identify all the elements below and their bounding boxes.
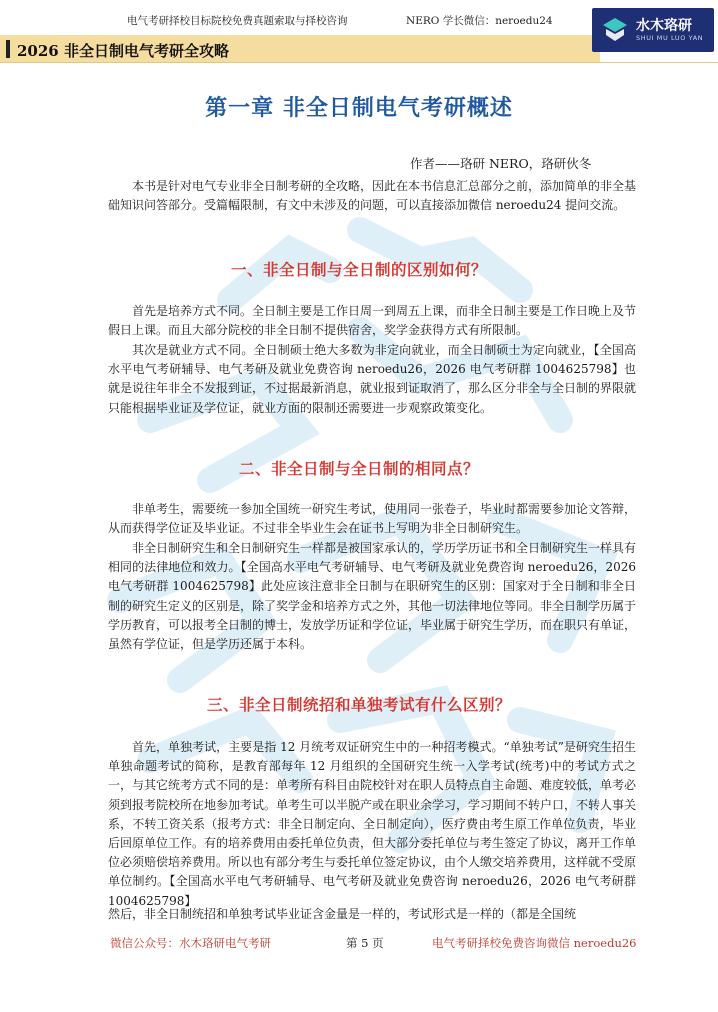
section-title-1: 一、非全日制与全日制的区别如何？ xyxy=(230,260,487,279)
section-title-2: 二、非全日制与全日制的相同点？ xyxy=(238,459,479,478)
footer-wechat-account: 微信公众号：水木珞研电气考研 xyxy=(110,936,271,950)
section-3-paragraph-1: 首先，单独考试，主要是指 12 月统考双证研究生中的一种招考模式。“单独考试”是研究生招生单独命题考试的简称，是教育部每年 12 月组织的全国研究生统一入学考试(统考)中的考试方式之一，与其它统考方式不同的是：单考所有科目由院校针对在职人员特点自主命题、难度较低，单考必须到报考院校所在地参加考试。单考生可以半脱产或在职业余学习，学习期间不转户口，不转人事关系，不转工资关系（报考方式：非全日制定向、全日制定向），医疗费由考生原工作单位负责，毕业后回原单位工作。有的培养费用由委托单位负责，但大部分委托单位与考生签定了协议，离开工作单位必须赔偿培养费用。所以也有部分考生与委托单位签定协议，由个人缴交培养费用，这样就不受原单位制约。【全国高水平电气考研辅导、电气考研及就业免费咨询 neroedu26，2026 电气考研群 1004625798】 xyxy=(108,740,637,908)
chapter-title: 第一章 非全日制电气考研概述 xyxy=(205,95,513,121)
header-line-1: 电气考研择校目标院校免费真题索取与择校咨询 xyxy=(127,15,348,27)
header-band-title: 2026 非全日制电气考研全攻略 xyxy=(17,42,229,60)
header-band-marker xyxy=(6,40,10,58)
section-1-paragraph-1: 首先是培养方式不同。全日制主要是工作日周一到周五上课，而非全日制主要是工作日晚上及节假日上课。而且大部分院校的非全日制不提供宿舍，奖学金获得方式有所限制。 xyxy=(108,304,637,338)
section-title-3: 三、非全日制统招和单独考试有什么区别？ xyxy=(206,695,511,714)
section-2-paragraph-1: 非单考生，需要统一参加全国统一研究生考试，使用同一张卷子，毕业时都需要参加论文答辩，从而获得学位证及毕业证。不过非全毕业生会在证书上写明为非全日制研究生。 xyxy=(108,502,637,536)
section-1-paragraph-2: 其次是就业方式不同。全日制硕士绝大多数为非定向就业，而全日制硕士为定向就业，【全国高水平电气考研辅导、电气考研及就业免费咨询 neroedu26，2026 电气考研群 1004625798】也就是说往年非全不发报到证，不过据最新消息，就业报到证取消了，那么区分非全与全日制的界限就只能根据毕业证及学位证，就业方面的限制还需要进一步观察政策变化。 xyxy=(108,343,637,415)
author-line: 作者——珞研 NERO，珞研伙冬 xyxy=(410,156,592,171)
intro-paragraph: 本书是针对电气专业非全日制考研的全攻略，因此在本书信息汇总部分之前，添加简单的非全基础知识问答部分。受篇幅限制，有文中未涉及的问题，可以直接添加微信 neroedu24 提问交流。 xyxy=(108,179,637,213)
brand-logo xyxy=(592,8,714,52)
page-number: 第 5 页 xyxy=(346,936,384,950)
logo-subtext: SHUI MU LUO YAN xyxy=(636,34,704,42)
header-divider xyxy=(0,62,718,63)
footer-contact: 电气考研择校免费咨询微信 neroedu26 xyxy=(432,936,637,950)
section-3-paragraph-2: 然后，非全日制统招和单独考试毕业证含金量是一样的，考试形式是一样的（都是全国统 xyxy=(108,907,577,921)
section-2-paragraph-2: 非全日制研究生和全日制研究生一样都是被国家承认的，学历学历证书和全日制研究生一样具有相同的法律地位和效力。【全国高水平电气考研辅导、电气考研及就业免费咨询 neroedu26，2026 电气考研群 1004625798】此处应该注意非全日制与在职研究生的区别：国家对于全日制和非全日制的研究生定义的区别是，除了奖学金和培养方式之外，其他一切法律地位等同。非全日制学历属于学历教育，可以报考全日制的博士，发放学历证和学位证，毕业属于研究生学历，而在职只有单证，虽然有学位证，但是学历还属于本科。 xyxy=(108,541,637,652)
logo-text: 水木珞研 xyxy=(636,18,692,34)
header-wechat: NERO 学长微信：neroedu24 xyxy=(406,15,553,27)
logo-mark-icon xyxy=(600,15,630,45)
